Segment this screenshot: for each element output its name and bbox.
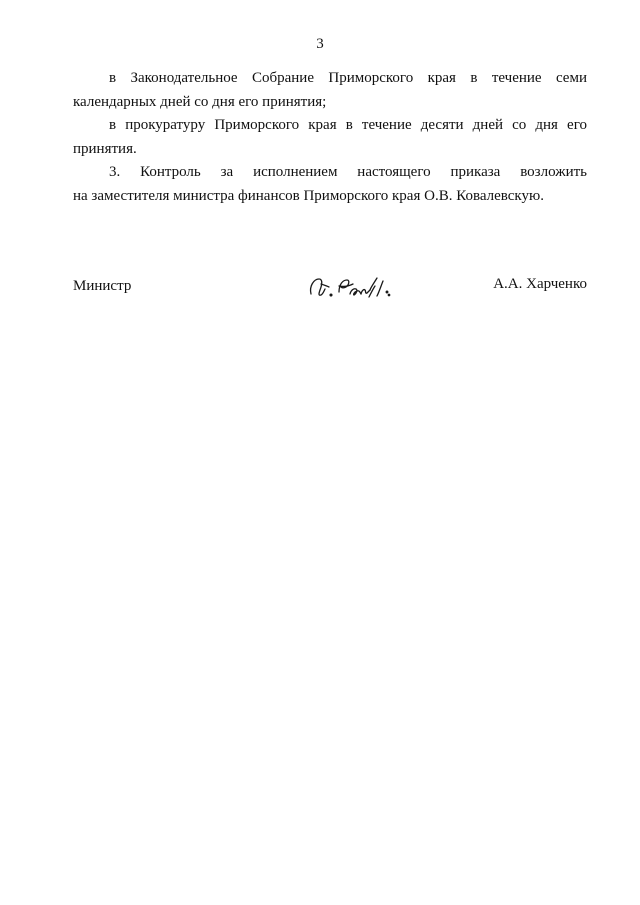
handwritten-signature [305, 272, 397, 302]
paragraph-prosecutor [73, 114, 587, 161]
signatory-title: Министр [73, 278, 132, 294]
signatory-name: А.А. Харченко [493, 276, 587, 292]
paragraph-control-clause [73, 161, 587, 208]
document-body [73, 67, 587, 208]
paragraph-legislative-assembly [73, 67, 587, 114]
paragraph-continuation: календарных дней со дня его принятия; [73, 93, 327, 110]
paragraph-continuation: принятия. [73, 140, 137, 157]
paragraph-first-line: в прокуратуру Приморского края в течение десяти дней со дня его [109, 117, 587, 133]
page-number: 3 [316, 36, 324, 52]
paragraph-first-line: 3. Контроль за исполнением настоящего приказа возложить [109, 164, 587, 180]
paragraph-continuation: на заместителя министра финансов Приморского края О.В. Ковалевскую. [73, 187, 544, 204]
paragraph-first-line: в Законодательное Собрание Приморского края в течение семи [109, 70, 587, 86]
signature-block [73, 272, 587, 306]
